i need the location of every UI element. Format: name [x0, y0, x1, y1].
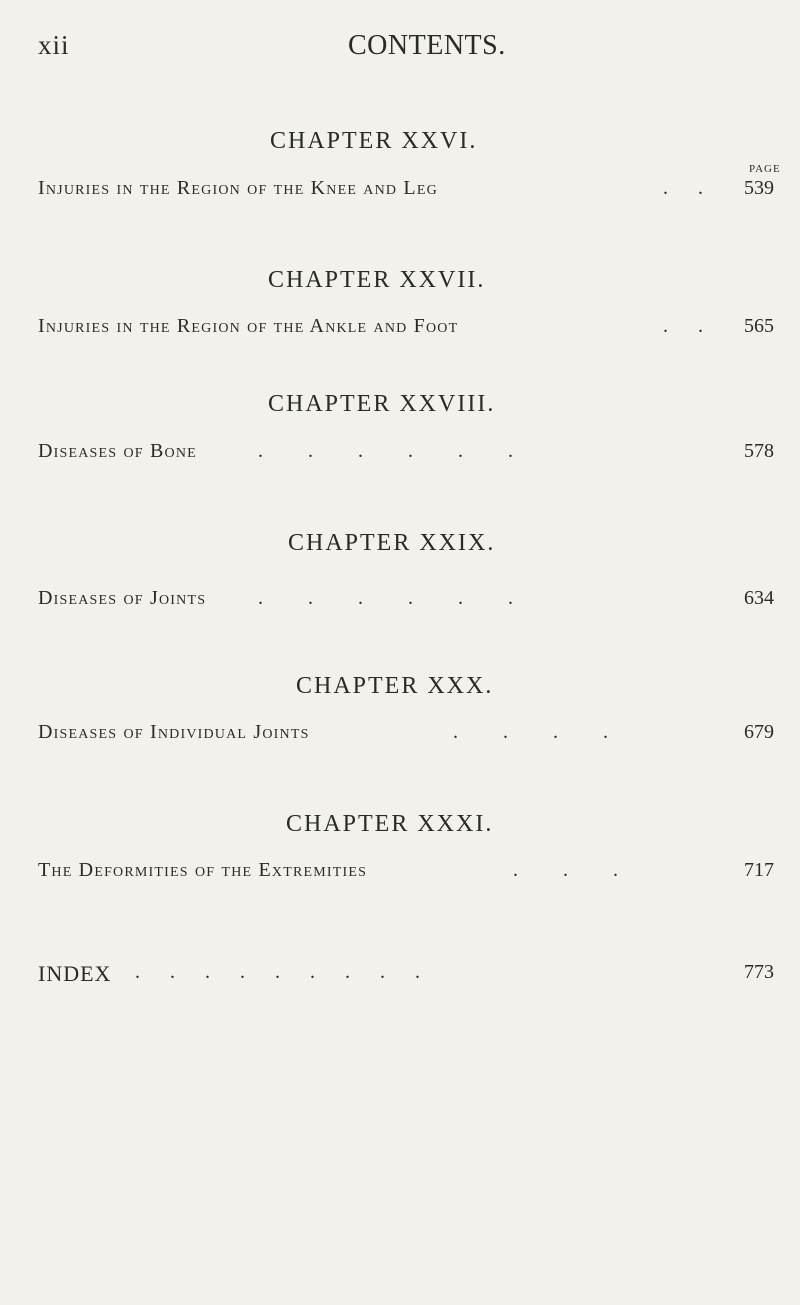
page-column-label: PAGE	[749, 163, 781, 175]
entry-page-number: 679	[744, 721, 774, 743]
page-number: xii	[38, 30, 70, 60]
chapter-heading-text: CHAPTER XXX.	[296, 673, 494, 699]
toc-entry[interactable]	[38, 721, 778, 751]
entry-page-number: 717	[744, 859, 774, 881]
chapter-heading-text: CHAPTER XXVI.	[270, 128, 478, 154]
toc-entry[interactable]	[38, 177, 778, 207]
running-title: CONTENTS.	[348, 30, 506, 61]
leader-dots: . . . . . .	[258, 440, 513, 462]
entry-page-number: 565	[744, 315, 774, 337]
toc-entry[interactable]	[38, 859, 778, 889]
entry-title: Diseases of Individual Joints	[38, 721, 310, 743]
toc-entry[interactable]	[38, 587, 778, 617]
entry-page-number: 634	[744, 587, 774, 609]
entry-page-number: 578	[744, 440, 774, 462]
entry-title: The Deformities of the Extremities	[38, 859, 368, 881]
entry-title: Diseases of Joints	[38, 587, 207, 609]
chapter-heading-text: CHAPTER XXXI.	[286, 811, 494, 837]
index-title: INDEX	[38, 961, 112, 986]
leader-dots: . . . . . . . . .	[135, 961, 420, 983]
chapter-heading-text: CHAPTER XXVII.	[268, 267, 486, 293]
toc-entry-index[interactable]	[38, 961, 778, 991]
running-head	[38, 30, 762, 70]
entry-title: Injuries in the Region of the Ankle and Foot	[38, 315, 459, 337]
toc-entry[interactable]	[38, 315, 778, 345]
chapter-heading-text: CHAPTER XXVIII.	[268, 391, 496, 417]
leader-dots: . .	[663, 315, 703, 337]
leader-dots: . . . .	[453, 721, 608, 743]
chapter-heading-text: CHAPTER XXIX.	[288, 530, 496, 556]
entry-title: Diseases of Bone	[38, 440, 197, 462]
entry-page-number: 773	[744, 961, 774, 983]
leader-dots: . .	[663, 177, 703, 199]
entry-page-number: 539	[744, 177, 774, 199]
leader-dots: . . . . . .	[258, 587, 513, 609]
leader-dots: . . .	[513, 859, 618, 881]
toc-entry[interactable]	[38, 440, 778, 470]
entry-title: Injuries in the Region of the Knee and Leg	[38, 177, 438, 199]
